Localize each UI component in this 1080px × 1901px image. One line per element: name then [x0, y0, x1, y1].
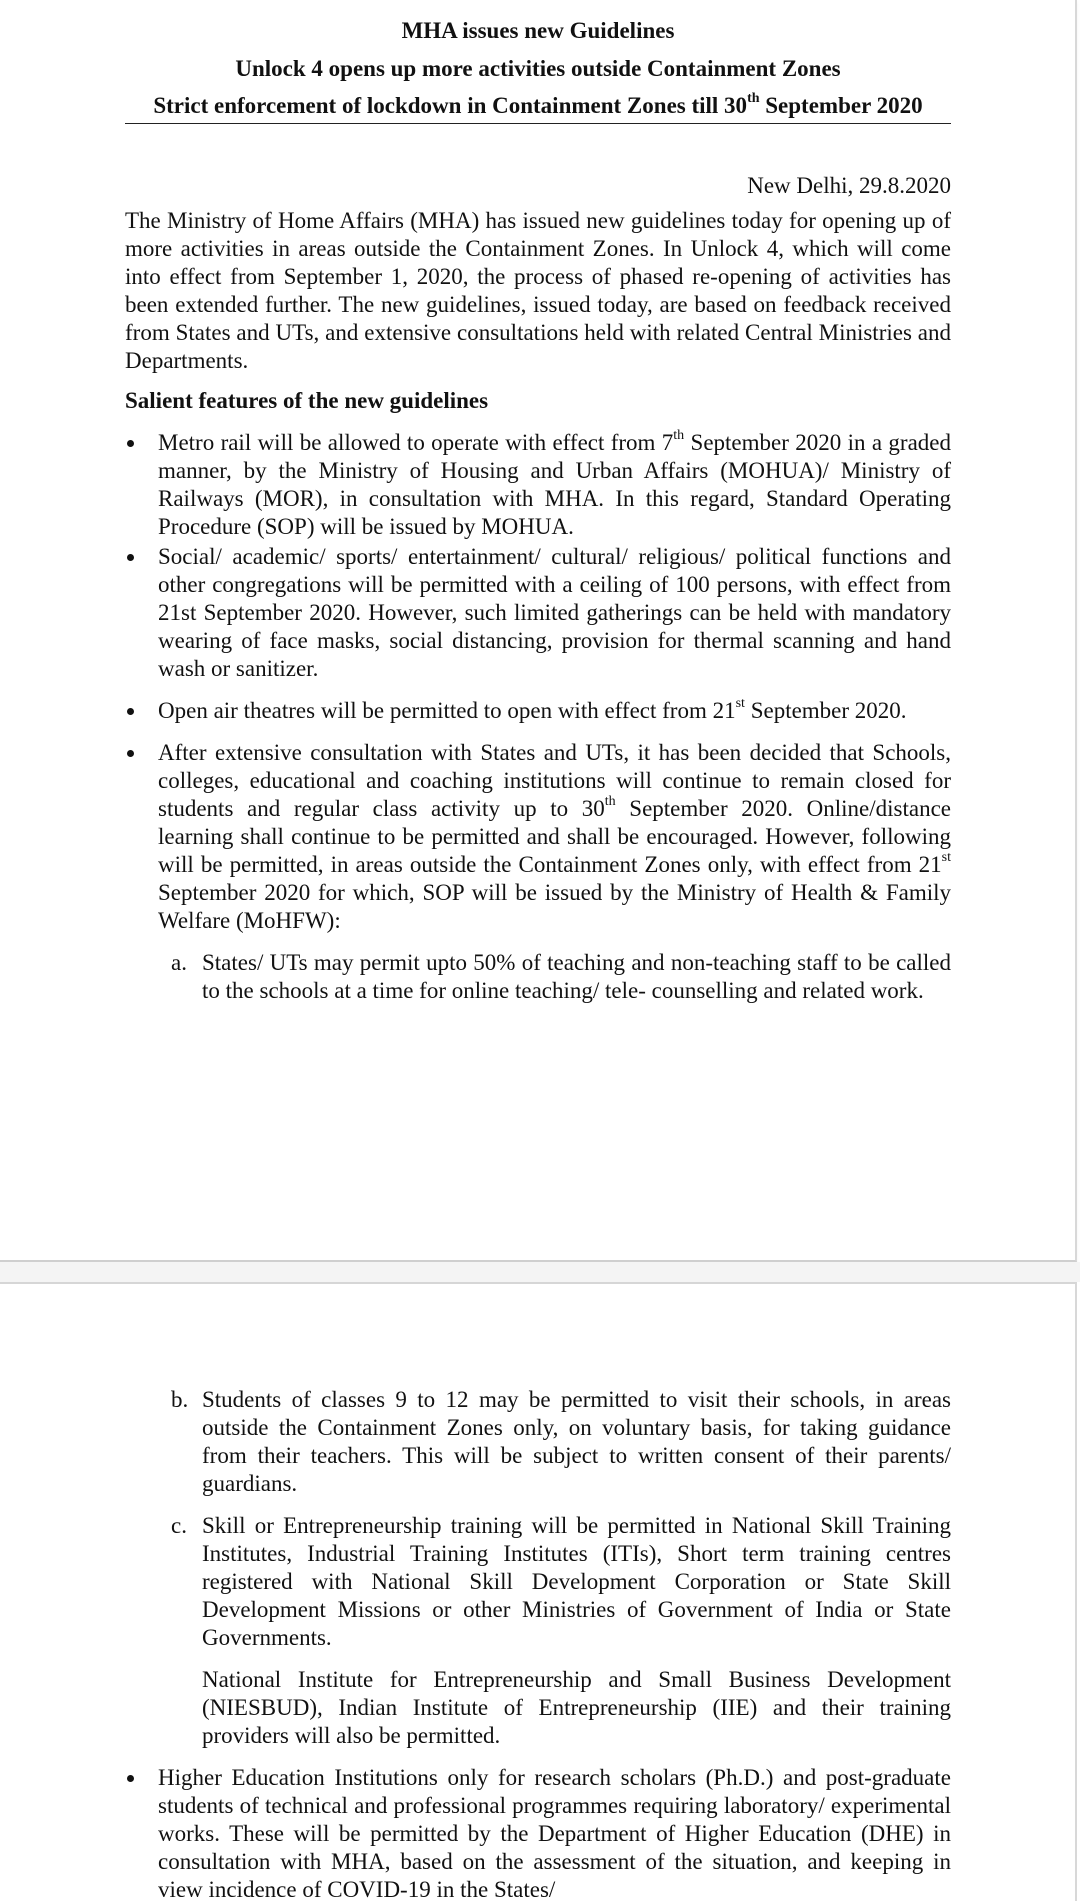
bullet-icon [127, 440, 134, 447]
sub-a-text: States/ UTs may permit upto 50% of teaching and non-teaching staff to be called to the schools at a time for online teaching/ tele- counselling and related work. [202, 950, 951, 1003]
ordinal-suffix: st [941, 850, 951, 866]
bullet-icon [127, 1775, 134, 1782]
theatres-text-b: September 2020. [744, 698, 907, 723]
schools-sublist-continued [125, 1386, 951, 1652]
sublist-item-a [125, 949, 951, 1005]
title-block [125, 16, 951, 120]
list-item-open-air-theatres [125, 697, 951, 725]
sub-c-text: Skill or Entrepreneurship training will be permitted in National Skill Training Institutes, Industrial Training Institutes (ITIs), Short term training centres registered with National Skill Development Corporation or State Skill Development Missions or other Ministries of Government of India or State Governments. [202, 1513, 951, 1650]
dateline: New Delhi, 29.8.2020 [747, 173, 951, 198]
ordinal-suffix: th [673, 428, 685, 444]
document-page-2 [0, 1282, 1077, 1901]
page-1-content [125, 12, 951, 1005]
section-heading: Salient features of the new guidelines [125, 388, 489, 413]
schools-text-c: September 2020 for which, SOP will be issued by the Ministry of Health & Family Welfare (MoHFW): [158, 880, 951, 933]
bullet-icon [127, 708, 134, 715]
metro-text-b: September 2020 in a graded manner, by the Ministry of Housing and Urban Affairs (MOHUA)/ Ministry of Railways (MOR), in consultation with MHA. In this regard, Standard Operating Procedure (SOP) will be issued by MOHUA. [158, 430, 952, 539]
list-item-congregations [125, 543, 951, 683]
theatres-text-a: Open air theatres will be permitted to open with effect from 21 [158, 698, 736, 723]
subheadline: Unlock 4 opens up more activities outside Containment Zones [235, 56, 841, 81]
page-separator [0, 1262, 1080, 1282]
list-item-higher-education [125, 1764, 951, 1901]
schools-text-b: September 2020. Online/distance learning shall continue to be permitted and shall be encouraged. However, following will be permitted, in areas outside the Containment Zones only, with effect from 21 [158, 796, 951, 877]
page-2-content [125, 1386, 951, 1901]
list-item-schools [125, 739, 951, 935]
subheadline-lockdown-text-a: Strict enforcement of lockdown in Containment Zones till 30 [153, 93, 748, 118]
higher-education-text: Higher Education Institutions only for research scholars (Ph.D.) and post-graduate students of technical and professional programmes requiring laboratory/ experimental works. These will be permitted by the Department of Higher Education (DHE) in consultation with MHA, based on the assessment of the situation, and keeping in view incidence of COVID-19 in the States/ [158, 1765, 951, 1901]
bullet-icon [127, 554, 134, 561]
sublist-item-c [125, 1512, 951, 1652]
headline: MHA issues new Guidelines [401, 18, 675, 43]
sublist-marker: b. [171, 1387, 189, 1412]
schools-text-a: After extensive consultation with States and UTs, it has been decided that Schools, colleges, educational and coaching institutions will continue to remain closed for students and regular class activity up to 30 [158, 740, 951, 821]
sublist-item-b [125, 1386, 951, 1498]
sublist-marker: c. [171, 1513, 187, 1538]
subheadline-lockdown [125, 92, 951, 120]
ordinal-suffix: th [604, 794, 616, 810]
bullet-icon [127, 750, 134, 757]
intro-paragraph: The Ministry of Home Affairs (MHA) has issued new guidelines today for opening up of more activities in areas outside the Containment Zones. In Unlock 4, which will come into effect from September 1, 2020, the process of phased re-opening of activities has been extended further. The new guidelines, issued today, are based on feedback received from States and UTs, and extensive consultations held with related Central Ministries and Departments. [125, 208, 951, 373]
subheadline-lockdown-text-b: September 2020 [759, 93, 923, 118]
schools-sublist [125, 949, 951, 1005]
title-divider [125, 123, 951, 124]
guidelines-list-continued [125, 1764, 951, 1901]
ordinal-suffix: st [735, 696, 745, 712]
guidelines-list [125, 429, 951, 935]
ordinal-suffix: th [747, 91, 760, 107]
sub-b-text: Students of classes 9 to 12 may be permitted to visit their schools, in areas outside the Containment Zones only, on voluntary basis, for taking guidance from their teachers. This will be subject to written consent of their parents/ guardians. [202, 1387, 951, 1496]
sublist-marker: a. [171, 950, 187, 975]
metro-text-a: Metro rail will be allowed to operate with effect from 7 [158, 430, 674, 455]
sub-c-extra-paragraph: National Institute for Entrepreneurship and Small Business Development (NIESBUD), Indian Institute of Entrepreneurship (IIE) and their training providers will also be permitted. [202, 1667, 951, 1748]
list-item-metro [125, 429, 951, 541]
congregations-text: Social/ academic/ sports/ entertainment/ cultural/ religious/ political functions and other congregations will be permitted with a ceiling of 100 persons, with effect from 21st September 2020. However, such limited gatherings can be held with mandatory wearing of face masks, social distancing, provision for thermal scanning and hand wash or sanitizer. [158, 544, 951, 681]
